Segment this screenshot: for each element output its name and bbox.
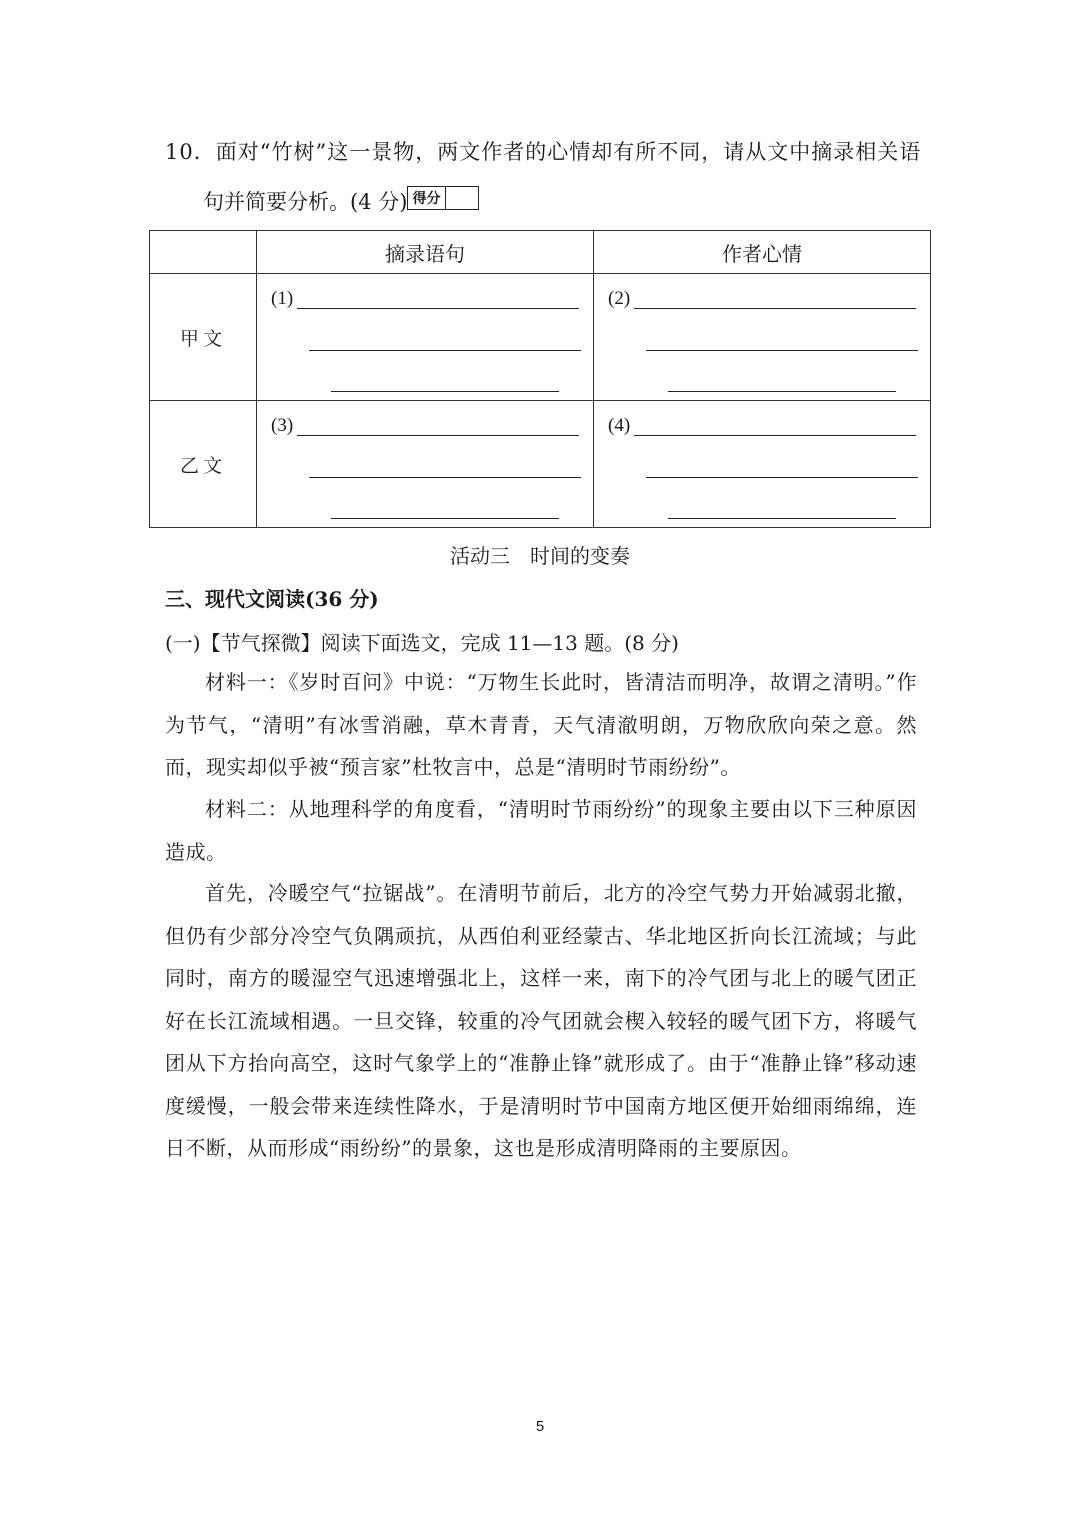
table-header-quote: 摘录语句 bbox=[257, 231, 594, 274]
answer-line bbox=[309, 350, 581, 351]
table-header-empty bbox=[150, 231, 257, 274]
question-10-line2: 句并简要分析。(4 分) bbox=[203, 190, 408, 214]
subsection-title: (一)【节气探微】阅读下面选文，完成 11—13 题。(8 分) bbox=[165, 631, 679, 655]
answer-line bbox=[668, 391, 896, 392]
table-row bbox=[150, 401, 931, 528]
answer-line bbox=[668, 518, 896, 519]
answer-line bbox=[634, 435, 916, 436]
paragraph: 材料二：从地理科学的角度看，“清明时节雨纷纷”的现象主要由以下三种原因造成。 bbox=[165, 797, 917, 864]
material-two-detail bbox=[165, 872, 917, 1170]
answer-line bbox=[309, 477, 581, 478]
page-number: 5 bbox=[535, 1418, 545, 1435]
question-10-line1: 10．面对“竹树”这一景物，两文作者的心情却有所不同，请从文中摘录相关语 bbox=[165, 140, 922, 164]
table-row bbox=[150, 274, 931, 401]
answer-line bbox=[331, 391, 559, 392]
score-blank bbox=[446, 187, 478, 209]
answer-cell-4[interactable] bbox=[594, 401, 931, 528]
section-title: 三、现代文阅读(36 分) bbox=[165, 587, 379, 611]
activity-title: 活动三 时间的变奏 bbox=[450, 544, 630, 568]
answer-line bbox=[646, 350, 918, 351]
answer-line bbox=[297, 308, 579, 309]
answer-line bbox=[634, 308, 916, 309]
blank-number: (2) bbox=[608, 288, 631, 309]
material-two bbox=[165, 788, 917, 873]
answer-table bbox=[149, 230, 931, 528]
table-header-mood: 作者心情 bbox=[594, 231, 931, 274]
answer-cell-1[interactable] bbox=[257, 274, 594, 401]
row-label-yi: 乙文 bbox=[150, 401, 257, 528]
score-label: 得分 bbox=[408, 187, 446, 209]
paragraph: 首先，冷暖空气“拉锯战”。在清明节前后，北方的冷空气势力开始减弱北撤，但仍有少部分冷空气负隅顽抗，从西伯利亚经蒙古、华北地区折向长江流域；与此同时，南方的暖湿空气迅速增强北上，这样一来，南下的冷气团与北上的暖气团正好在长江流域相遇。一旦交锋，较重的冷气团就会楔入较轻的暖气团下方，将暖气团从下方抬向高空，这时气象学上的“准静止锋”就形成了。由于“准静止锋”移动速度缓慢，一般会带来连续性降水，于是清明时节中国南方地区便开始细雨绵绵，连日不断，从而形成“雨纷纷”的景象，这也是形成清明降雨的主要原因。 bbox=[165, 881, 917, 1160]
answer-line bbox=[331, 518, 559, 519]
answer-cell-3[interactable] bbox=[257, 401, 594, 528]
score-box bbox=[407, 186, 479, 210]
paragraph: 材料一：《岁时百问》中说：“万物生长此时，皆清洁而明净，故谓之清明。”作为节气，“清明”有冰雪消融，草木青青，天气清澈明朗，万物欣欣向荣之意。然而，现实却似乎被“预言家”杜牧言中，总是“清明时节雨纷纷”。 bbox=[165, 670, 917, 779]
material-one bbox=[165, 661, 917, 789]
blank-number: (3) bbox=[271, 415, 294, 436]
answer-line bbox=[297, 435, 579, 436]
answer-line bbox=[646, 477, 918, 478]
row-label-jia: 甲文 bbox=[150, 274, 257, 401]
blank-number: (1) bbox=[271, 288, 294, 309]
answer-cell-2[interactable] bbox=[594, 274, 931, 401]
table-header-row bbox=[150, 231, 931, 274]
blank-number: (4) bbox=[608, 415, 631, 436]
